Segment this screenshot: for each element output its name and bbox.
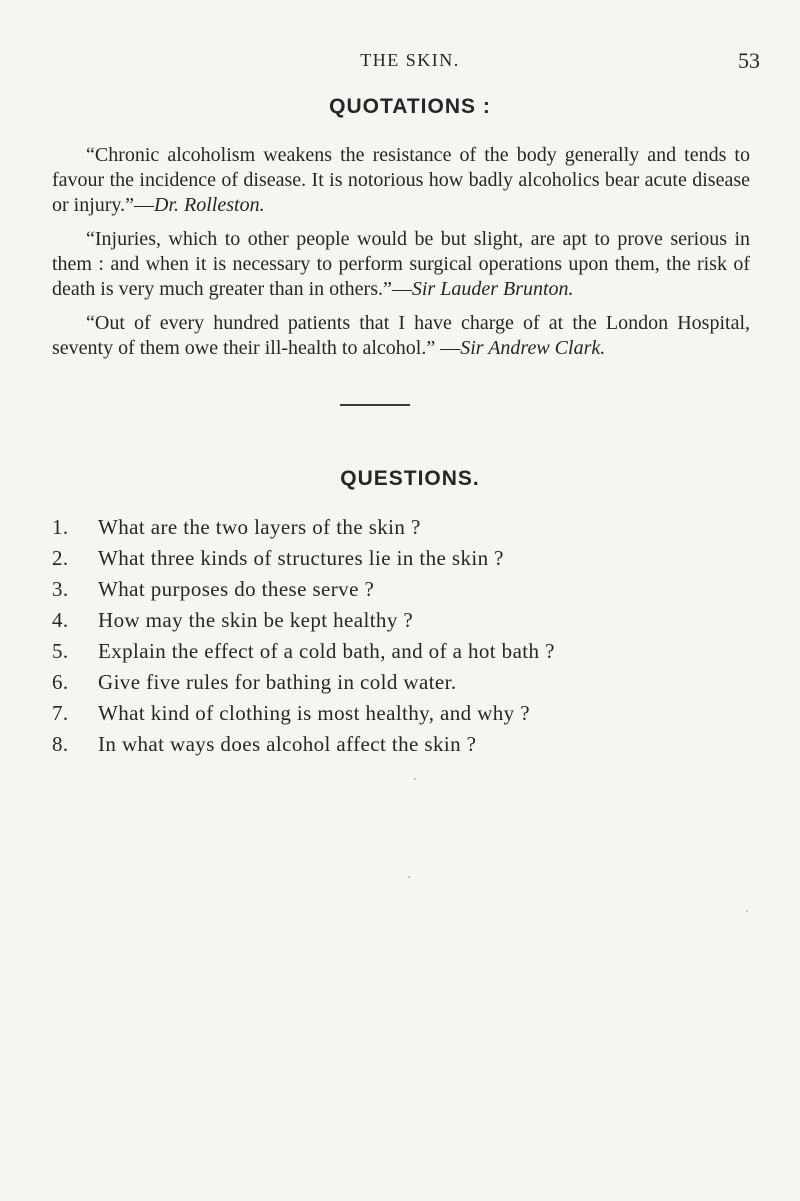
questions-heading: QUESTIONS. [340, 467, 480, 490]
question-number: 8. [52, 732, 69, 756]
question-text: In what ways does alcohol affect the skin ? [98, 732, 477, 756]
question-number: 1. [52, 515, 69, 539]
quotation [52, 143, 750, 218]
question-number: 6. [52, 670, 69, 694]
section-divider [340, 404, 410, 406]
question-number: 3. [52, 577, 69, 601]
quotation-author: Dr. Rolleston. [154, 194, 265, 216]
quotation-author: Sir Andrew Clark. [460, 337, 606, 359]
quotations-heading: QUOTATIONS : [329, 95, 491, 118]
quotation-text: “Injuries, which to other people would be but slight, are apt to prove serious in them : and when it is necessary to perform surgical operations upon them, the risk of death is very much greater than in others.”— [52, 228, 750, 300]
question-item [52, 667, 750, 698]
question-item [52, 574, 750, 605]
quotation [52, 311, 750, 361]
running-title: THE SKIN. [360, 50, 460, 70]
question-text: How may the skin be kept healthy ? [98, 608, 414, 632]
question-text: What three kinds of structures lie in the skin ? [98, 546, 504, 570]
question-item [52, 543, 750, 574]
paper-speck [746, 910, 748, 912]
paper-speck [408, 876, 410, 878]
page-number: 53 [738, 48, 760, 73]
question-item [52, 605, 750, 636]
question-number: 4. [52, 608, 69, 632]
question-item [52, 512, 750, 543]
question-number: 2. [52, 546, 69, 570]
question-number: 5. [52, 639, 69, 663]
question-item [52, 698, 750, 729]
question-number: 7. [52, 701, 69, 725]
quotations-list [52, 143, 750, 370]
question-text: Give five rules for bathing in cold water. [98, 670, 457, 694]
question-text: What are the two layers of the skin ? [98, 515, 421, 539]
running-head [60, 50, 760, 74]
quotation-author: Sir Lauder Brunton. [411, 278, 574, 300]
question-text: What kind of clothing is most healthy, and why ? [98, 701, 530, 725]
question-item [52, 636, 750, 667]
question-text: What purposes do these serve ? [98, 577, 375, 601]
paper-speck [414, 778, 416, 780]
quotation [52, 227, 750, 302]
quotation-text: “Chronic alcoholism weakens the resistance of the body generally and tends to favour the incidence of disease. It is notorious how badly alcoholics bear acute disease or injury.”— [52, 144, 750, 216]
quotation-text: “Out of every hundred patients that I have charge of at the London Hospital, seventy of them owe their ill-health to alcohol.” — [52, 312, 750, 359]
question-item [52, 729, 750, 760]
questions-list [52, 512, 750, 760]
question-text: Explain the effect of a cold bath, and of a hot bath ? [98, 639, 555, 663]
